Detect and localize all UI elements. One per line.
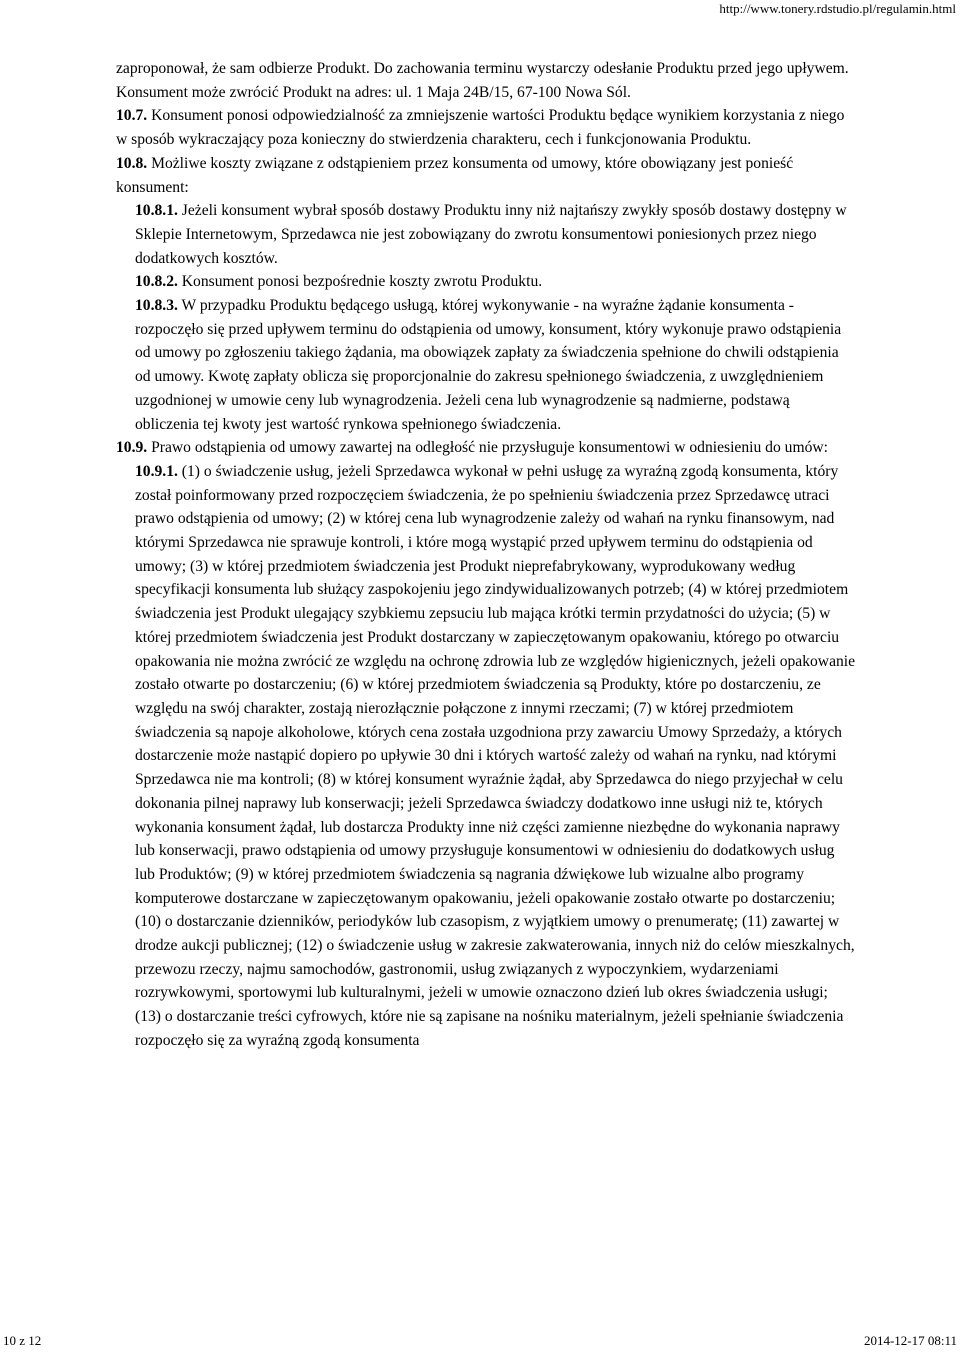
- section-number: 10.7.: [116, 107, 148, 125]
- paragraph-continuation: [116, 57, 856, 104]
- document-body: [116, 57, 856, 1053]
- page-url: http://www.tonery.rdstudio.pl/regulamin.html: [719, 1, 956, 16]
- paragraph-text: (1) o świadczenie usług, jeżeli Sprzedawca wykonał w pełni usługę za wyraźną zgodą konsumenta, który został poinformowany przed rozpoczęciem świadczenia, że po spełnieniu świadczenia przez Sprzedawcę utraci prawo odstąpienia od umowy; (2) w której cena lub wynagrodzenie zależy od wahań na rynku finansowym, nad którymi Sprzedawca nie sprawuje kontroli, i które mogą wystąpić przed upływem terminu do odstąpienia od umowy; (3) w której przedmiotem świadczenia jest Produkt nieprefabrykowany, wyprodukowany według specyfikacji konsumenta lub służący zaspokojeniu jego zindywidualizowanych potrzeb; (4) w której przedmiotem świadczenia jest Produkt ulegający szybkiemu zepsuciu lub mająca krótki termin przydatności do użycia; (5) w której przedmiotem świadczenia jest Produkt dostarczany w zapieczętowanym opakowaniu, którego po otwarciu opakowania nie można zwrócić ze względu na ochronę zdrowia lub ze względów higienicznych, jeżeli opakowanie zostało otwarte po dostarczeniu; (6) w której przedmiotem świadczenia są Produkty, które po dostarczeniu, ze względu na swój charakter, zostają nierozłącznie połączone z innymi rzeczami; (7) w której przedmiotem świadczenia są napoje alkoholowe, których cena została uzgodniona przy zawarciu Umowy Sprzedaży, a których dostarczenie może nastąpić dopiero po upływie 30 dni i których wartość zależy od wahań na rynku, nad którymi Sprzedawca nie ma kontroli; (8) w której konsument wyraźnie żądał, aby Sprzedawca do niego przyjechał w celu dokonania pilnej naprawy lub konserwacji; jeżeli Sprzedawca świadczy dodatkowo inne usługi niż te, których wykonania konsument żądał, lub dostarcza Produkty inne niż części zamienne niezbędne do wykonania naprawy lub konserwacji, prawo odstąpienia od umowy przysługuje konsumentowi w odniesieniu do dodatkowych usług lub Produktów; (9) w której przedmiotem świadczenia są nagrania dźwiękowe lub wizualne albo programy komputerowe dostarczane w zapieczętowanym opakowaniu, jeżeli opakowanie zostało otwarte po dostarczeniu; (10) o dostarczanie dzienników, periodyków lub czasopism, z wyjątkiem umowy o prenumeratę; (11) zawartej w drodze aukcji publicznej; (12) o świadczenie usług w zakresie zakwaterowania, innych niż do celów mieszkalnych, przewozu rzeczy, najmu samochodów, gastronomii, usług związanych z wypoczynkiem, wydarzeniami rozrywkowymi, sportowymi lub kulturalnymi, jeżeli w umowie oznaczono dzień lub okres świadczenia usługi; (13) o dostarczanie treści cyfrowych, które nie są zapisane na nośniku materialnym, jeżeli spełnianie świadczenia rozpoczęło się za wyraźną zgodą konsumenta: [135, 462, 856, 1049]
- paragraph-text: zaproponował, że sam odbierze Produkt. Do zachowania terminu wystarczy odesłanie Produktu przed jego upływem. Konsument może zwrócić Produkt na adres: ul. 1 Maja 24B/15, 67-100 Nowa Sól.: [116, 60, 849, 101]
- section-10-8-2: [116, 270, 856, 294]
- section-number: 10.9.1.: [135, 462, 178, 480]
- paragraph-text: Prawo odstąpienia od umowy zawartej na odległość nie przysługuje konsumentowi w odniesieniu do umów:: [151, 439, 828, 457]
- paragraph-text: Możliwe koszty związane z odstąpieniem przez konsumenta od umowy, które obowiązany jest ponieść konsument:: [116, 154, 794, 196]
- paragraph-text: Konsument ponosi bezpośrednie koszty zwrotu Produktu.: [181, 273, 543, 291]
- paragraph-text: Jeżeli konsument wybrał sposób dostawy Produktu inny niż najtańszy zwykły sposób dostawy dostępny w Sklepie Internetowym, Sprzedawca nie jest zobowiązany do zwrotu konsumentowi poniesionych przez niego dodatkowych kosztów.: [135, 202, 847, 267]
- section-10-8: [116, 152, 856, 199]
- section-10-8-1: [116, 199, 856, 270]
- section-number: 10.9.: [116, 439, 148, 457]
- section-10-7: [116, 104, 856, 151]
- section-10-9: [116, 436, 856, 460]
- section-number: 10.8.: [116, 154, 148, 172]
- page-counter: 10 z 12: [3, 1333, 42, 1348]
- section-number: 10.8.3.: [135, 297, 178, 315]
- section-10-9-1: [116, 460, 856, 1053]
- paragraph-text: W przypadku Produktu będącego usługą, której wykonywanie - na wyraźne żądanie konsumenta - rozpoczęło się przed upływem terminu do odstąpienia od umowy, konsument, który wykonuje prawo odstąpienia od umowy po zgłoszeniu takiego żądania, ma obowiązek zapłaty za świadczenia spełnione do chwili odstąpienia od umowy. Kwotę zapłaty oblicza się proporcjonalnie do zakresu spełnionego świadczenia, z uwzględnieniem uzgodnionej w umowie ceny lub wynagrodzenia. Jeżeli cena lub wynagrodzenie są nadmierne, podstawą obliczenia tej kwoty jest wartość rynkowa spełnionego świadczenia.: [135, 297, 842, 433]
- print-timestamp: 2014-12-17 08:11: [863, 1333, 957, 1348]
- section-number: 10.8.2.: [135, 273, 178, 291]
- paragraph-text: Konsument ponosi odpowiedzialność za zmniejszenie wartości Produktu będące wynikiem korzystania z niego w sposób wykraczający poza konieczny do stwierdzenia charakteru, cech i funkcjonowania Produktu.: [116, 107, 845, 149]
- section-10-8-3: [116, 294, 856, 436]
- section-number: 10.8.1.: [135, 202, 178, 220]
